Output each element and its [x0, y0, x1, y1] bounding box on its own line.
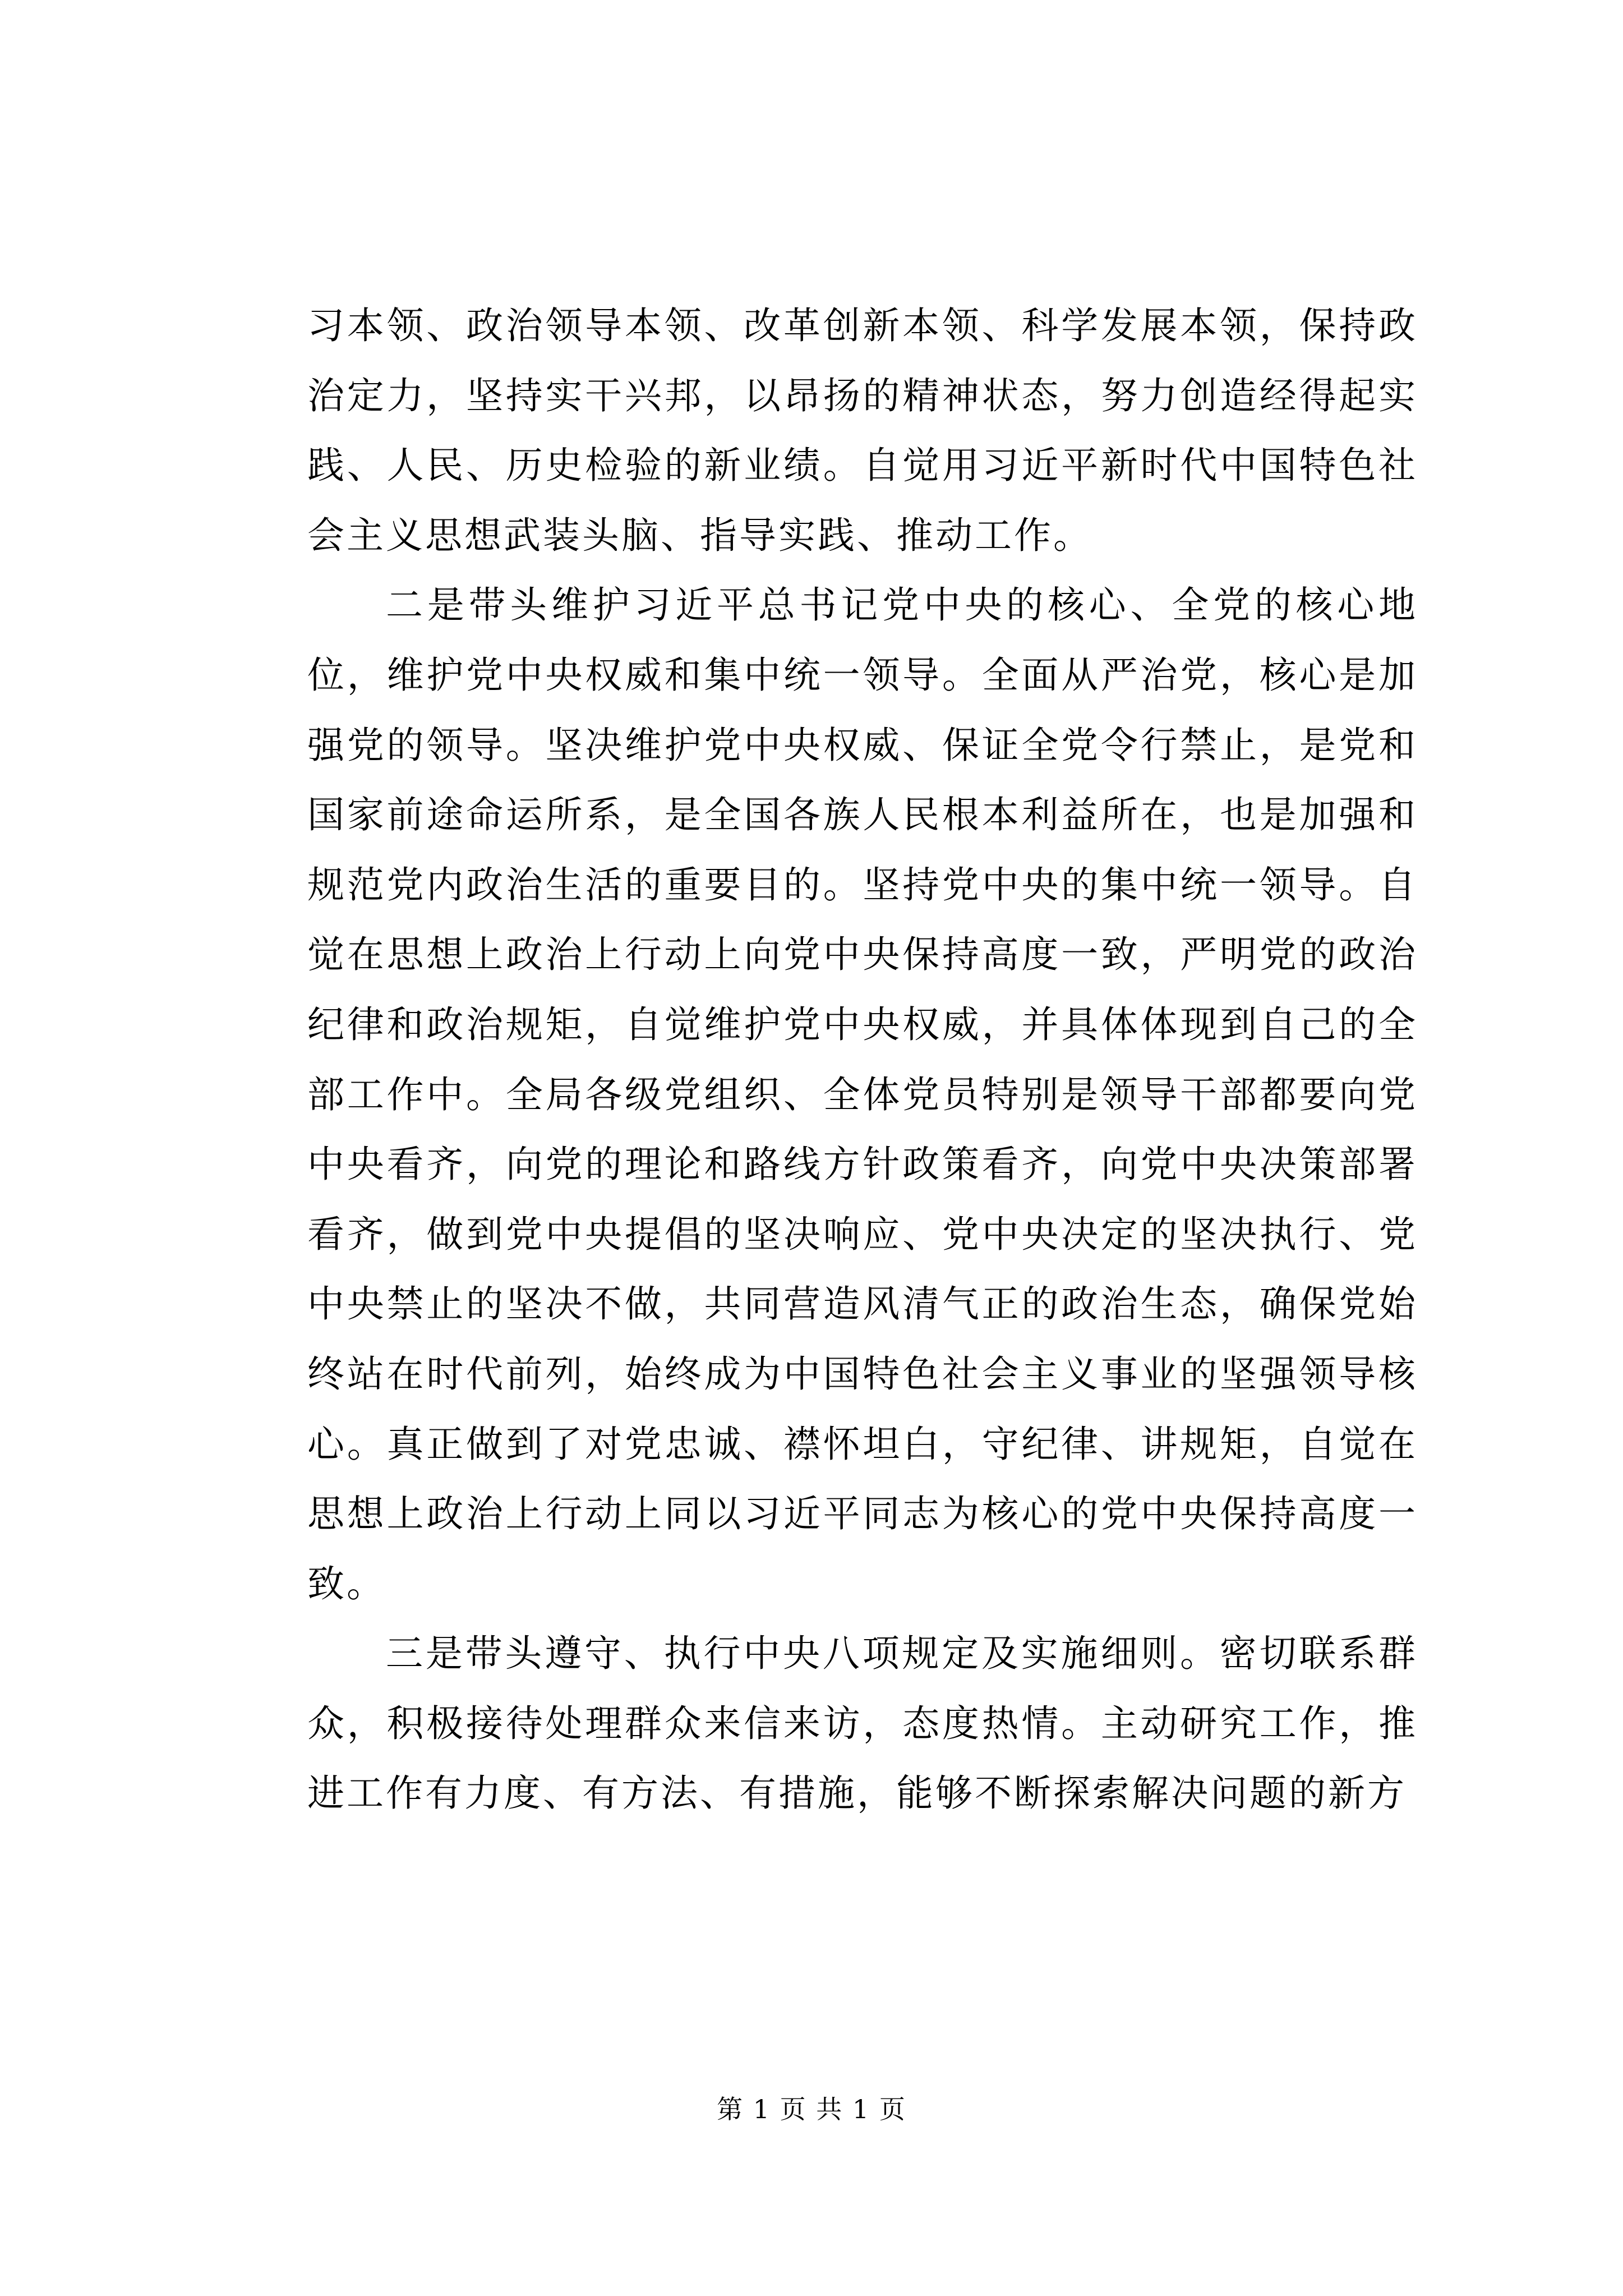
paragraph-2: 二是带头维护习近平总书记党中央的核心、全党的核心地位，维护党中央权威和集中统一领导。全面从严治党，核心是加强党的领导。坚决维护党中央权威、保证全党令行禁止，是党和国家前途命运所系，是全国各族人民根本利益所在，也是加强和规范党内政治生活的重要目的。坚持党中央的集中统一领导。自觉在思想上政治上行动上向党中央保持高度一致，严明党的政治纪律和政治规矩，自觉维护党中央权威，并具体体现到自己的全部工作中。全局各级党组织、全体党员特别是领导干部都要向党中央看齐，向党的理论和路线方针政策看齐，向党中央决策部署看齐，做到党中央提倡的坚决响应、党中央决定的坚决执行、党中央禁止的坚决不做，共同营造风清气正的政治生态，确保党始终站在时代前列，始终成为中国特色社会主义事业的坚强领导核心。真正做到了对党忠诚、襟怀坦白，守纪律、讲规矩，自觉在思想上政治上行动上同以习近平同志为核心的党中央保持高度一致。 [307, 583, 1418, 1605]
page-footer: 第 1 页 共 1 页 [717, 2094, 906, 2124]
document-body [307, 291, 1418, 1829]
paragraph-1: 习本领、政治领导本领、改革创新本领、科学发展本领，保持政治定力，坚持实干兴邦，以昂扬的精神状态，努力创造经得起实践、人民、历史检验的新业绩。自觉用习近平新时代中国特色社会主义思想武装头脑、指导实践、推动工作。 [307, 304, 1418, 557]
paragraph-3: 三是带头遵守、执行中央八项规定及实施细则。密切联系群众，积极接待处理群众来信来访，态度热情。主动研究工作，推进工作有力度、有方法、有措施，能够不断探索解决问题的新方 [307, 1632, 1418, 1815]
